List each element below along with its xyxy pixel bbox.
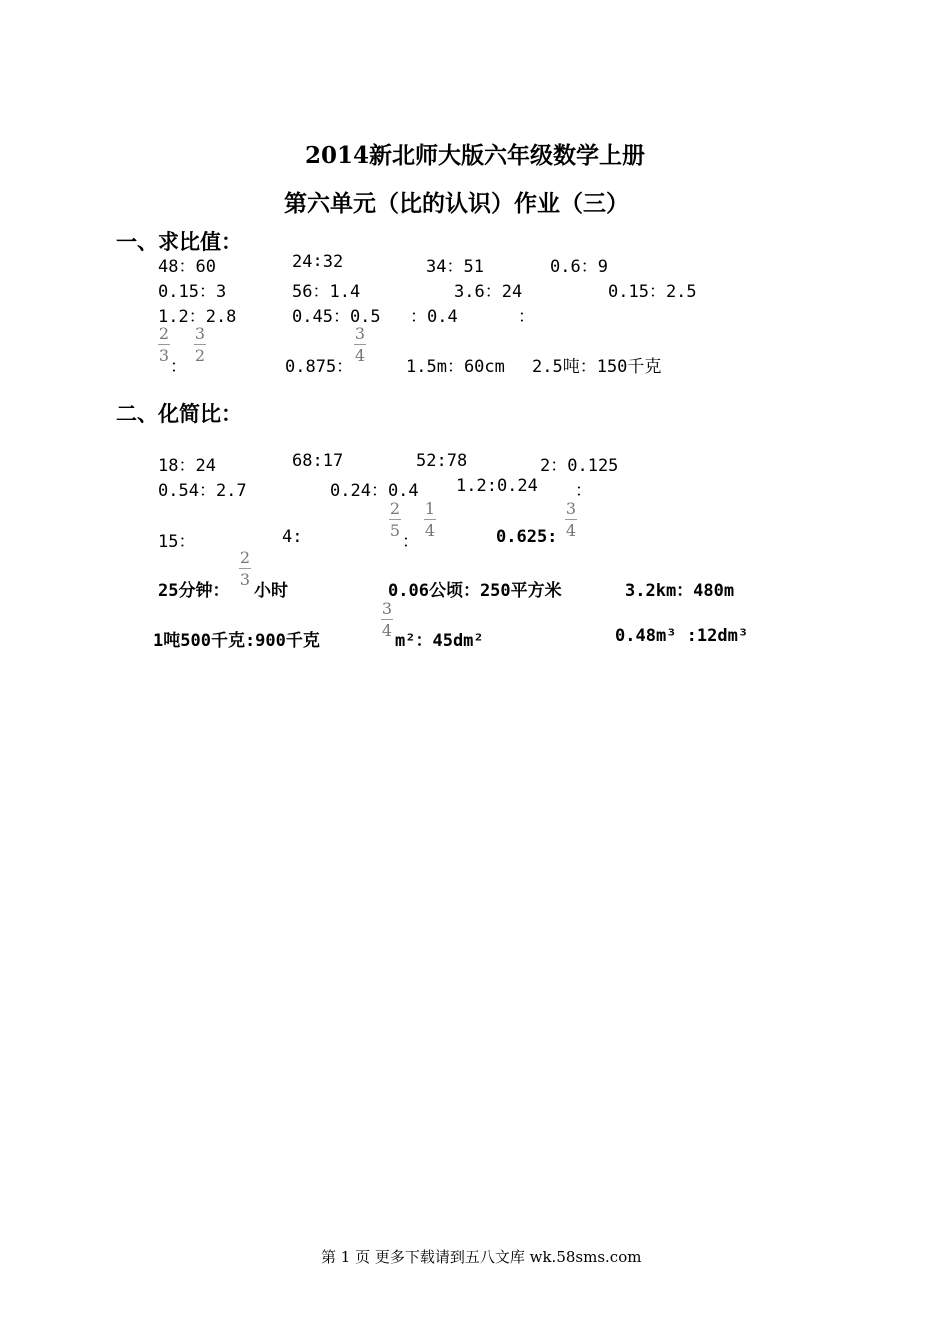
problem-item: 0.15：2.5 [608, 282, 697, 302]
problem-item: ： [518, 307, 535, 327]
problem-item: 3.6：24 [454, 282, 523, 302]
fraction [389, 500, 401, 539]
problem-item: 3.2km：480m [625, 581, 735, 601]
ratio-separator: ： [170, 357, 187, 377]
fraction-numerator: 2 [389, 499, 401, 518]
fraction [194, 325, 206, 364]
problem-item: 18：24 [158, 456, 216, 476]
fraction-bar [354, 344, 366, 345]
problem-item: 1.2:0.24 [456, 476, 538, 496]
problem-item: 0.54：2.7 [158, 481, 247, 501]
fraction-numerator: 2 [239, 548, 251, 567]
fraction-numerator: 3 [381, 599, 393, 618]
problem-item: 1.2：2.8 [158, 307, 237, 327]
fraction-numerator: 1 [424, 499, 436, 518]
problem-item: 25分钟： [158, 581, 230, 601]
problem-item: 0.15：3 [158, 282, 227, 302]
fraction-denominator: 4 [565, 521, 577, 540]
section2-heading: 二、化简比： [116, 401, 242, 426]
problem-item: 4: [282, 527, 303, 547]
section1-heading: 一、求比值： [116, 229, 242, 254]
fraction-bar [424, 519, 436, 520]
problem-item: 15： [158, 532, 196, 552]
fraction-bar [239, 568, 251, 569]
fraction-bar [565, 519, 577, 520]
fraction-denominator: 2 [194, 346, 206, 365]
problem-item: 34：51 [426, 257, 484, 277]
problem-item: 1吨500千克:900千克 [153, 631, 320, 651]
fraction [158, 325, 170, 364]
problem-item: 0.45：0.5 [292, 307, 381, 327]
fraction-numerator: 2 [158, 324, 170, 343]
problem-item: 2：0.125 [540, 456, 619, 476]
problem-item: 1.5m：60cm [406, 357, 505, 377]
problem-item: 2.5吨：150千克 [532, 357, 662, 377]
problem-item: 0.875： [285, 357, 354, 377]
ratio-separator: ： [402, 532, 419, 552]
fraction-numerator: 3 [354, 324, 366, 343]
problem-item: ：0.4 [410, 307, 458, 327]
fraction [354, 325, 366, 364]
page-title: 2014新北师大版六年级数学上册 [305, 142, 646, 169]
fraction [381, 600, 393, 639]
fraction [565, 500, 577, 539]
problem-item: 56：1.4 [292, 282, 361, 302]
fraction [239, 549, 251, 588]
problem-item: 0.48m³ :12dm³ [615, 626, 749, 646]
problem-item: 0.6：9 [550, 257, 608, 277]
problem-item: 48：60 [158, 257, 216, 277]
problem-item: 小时 [254, 581, 288, 601]
fraction-denominator: 3 [158, 346, 170, 365]
problem-item: 0.06公顷：250平方米 [388, 581, 562, 601]
fraction-denominator: 5 [389, 521, 401, 540]
problem-item: m²：45dm² [395, 631, 484, 651]
problem-item: 68:17 [292, 451, 344, 471]
fraction-denominator: 4 [354, 346, 366, 365]
fraction-bar [194, 344, 206, 345]
fraction-denominator: 4 [381, 621, 393, 640]
fraction-numerator: 3 [194, 324, 206, 343]
page-subtitle: 第六单元（比的认识）作业（三） [284, 190, 629, 217]
page-footer: 第 1 页 更多下载请到五八文库 wk.58sms.com [321, 1248, 642, 1266]
fraction-denominator: 4 [424, 521, 436, 540]
fraction-bar [381, 619, 393, 620]
problem-item: ： [575, 481, 592, 501]
problem-item: 24∶32 [292, 252, 344, 272]
fraction-denominator: 3 [239, 570, 251, 589]
problem-item: 0.625: [496, 527, 558, 547]
fraction-bar [389, 519, 401, 520]
fraction [424, 500, 436, 539]
fraction-numerator: 3 [565, 499, 577, 518]
problem-item: 52:78 [416, 451, 468, 471]
problem-item: 0.24：0.4 [330, 481, 419, 501]
fraction-bar [158, 344, 170, 345]
